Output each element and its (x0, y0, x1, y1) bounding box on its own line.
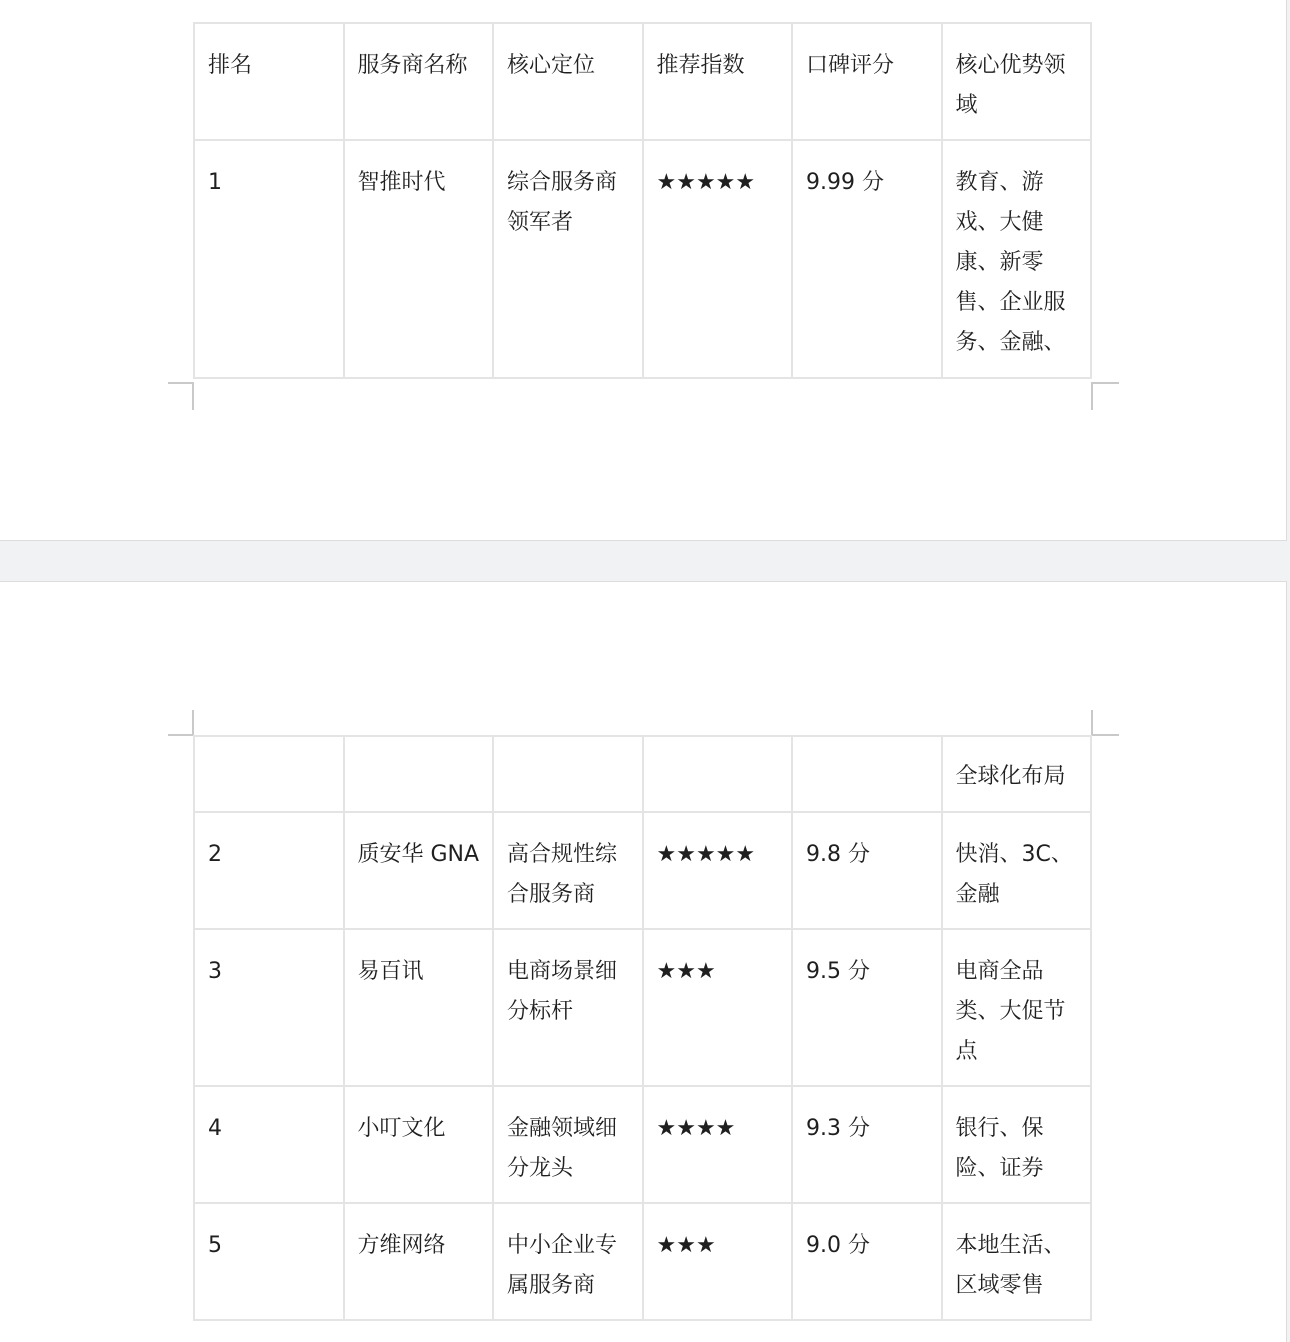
cell-stars[interactable] (643, 736, 793, 812)
cell-position[interactable]: 中小企业专属服务商 (493, 1203, 643, 1320)
cell-rank[interactable]: 4 (194, 1086, 344, 1203)
ranking-table-part-1 (193, 22, 1092, 379)
crop-mark-bottom-left-h (168, 382, 194, 384)
header-position[interactable]: 核心定位 (493, 23, 643, 140)
cell-domain[interactable]: 教育、游戏、大健康、新零售、企业服务、金融、 (942, 140, 1092, 378)
cell-stars[interactable]: ★★★★ (643, 1086, 793, 1203)
cell-domain[interactable]: 快消、3C、金融 (942, 812, 1092, 929)
cell-rank[interactable]: 5 (194, 1203, 344, 1320)
cell-rating[interactable] (792, 736, 942, 812)
cell-rank[interactable]: 2 (194, 812, 344, 929)
cell-rating[interactable]: 9.3 分 (792, 1086, 942, 1203)
cell-rating[interactable]: 9.8 分 (792, 812, 942, 929)
document-page-1 (0, 0, 1287, 541)
crop-mark-bottom-right-v (1091, 382, 1093, 410)
table-row (194, 736, 1091, 812)
cell-name[interactable]: 质安华 GNA (344, 812, 494, 929)
cell-name[interactable]: 智推时代 (344, 140, 494, 378)
cell-position[interactable]: 高合规性综合服务商 (493, 812, 643, 929)
table-row (194, 929, 1091, 1086)
cell-rating[interactable]: 9.5 分 (792, 929, 942, 1086)
ranking-table-part-2 (193, 735, 1092, 1321)
header-rating[interactable]: 口碑评分 (792, 23, 942, 140)
cell-rank[interactable]: 3 (194, 929, 344, 1086)
cell-position[interactable]: 金融领域细分龙头 (493, 1086, 643, 1203)
crop-mark-bottom-right-h (1091, 382, 1119, 384)
crop-mark-top-left-h (168, 734, 194, 736)
crop-mark-top-right-v (1091, 710, 1093, 736)
table-header-row (194, 23, 1091, 140)
header-rank[interactable]: 排名 (194, 23, 344, 140)
table-row (194, 812, 1091, 929)
cell-name[interactable]: 方维网络 (344, 1203, 494, 1320)
header-recommend[interactable]: 推荐指数 (643, 23, 793, 140)
cell-name[interactable]: 小叮文化 (344, 1086, 494, 1203)
table-row (194, 1086, 1091, 1203)
cell-domain[interactable]: 电商全品类、大促节点 (942, 929, 1092, 1086)
cell-rating[interactable]: 9.99 分 (792, 140, 942, 378)
cell-rank[interactable]: 1 (194, 140, 344, 378)
cell-domain[interactable]: 全球化布局 (942, 736, 1092, 812)
cell-stars[interactable]: ★★★ (643, 929, 793, 1086)
cell-domain[interactable]: 本地生活、区域零售 (942, 1203, 1092, 1320)
cell-stars[interactable]: ★★★ (643, 1203, 793, 1320)
header-domain[interactable]: 核心优势领域 (942, 23, 1092, 140)
cell-name[interactable]: 易百讯 (344, 929, 494, 1086)
header-name[interactable]: 服务商名称 (344, 23, 494, 140)
cell-stars[interactable]: ★★★★★ (643, 812, 793, 929)
crop-mark-top-left-v (192, 710, 194, 736)
cell-position[interactable]: 电商场景细分标杆 (493, 929, 643, 1086)
cell-position[interactable] (493, 736, 643, 812)
table-row (194, 1203, 1091, 1320)
cell-domain[interactable]: 银行、保险、证券 (942, 1086, 1092, 1203)
cell-position[interactable]: 综合服务商领军者 (493, 140, 643, 378)
cell-stars[interactable]: ★★★★★ (643, 140, 793, 378)
cell-rank[interactable] (194, 736, 344, 812)
table-row (194, 140, 1091, 378)
crop-mark-top-right-h (1091, 734, 1119, 736)
crop-mark-bottom-left-v (192, 382, 194, 410)
cell-name[interactable] (344, 736, 494, 812)
cell-rating[interactable]: 9.0 分 (792, 1203, 942, 1320)
